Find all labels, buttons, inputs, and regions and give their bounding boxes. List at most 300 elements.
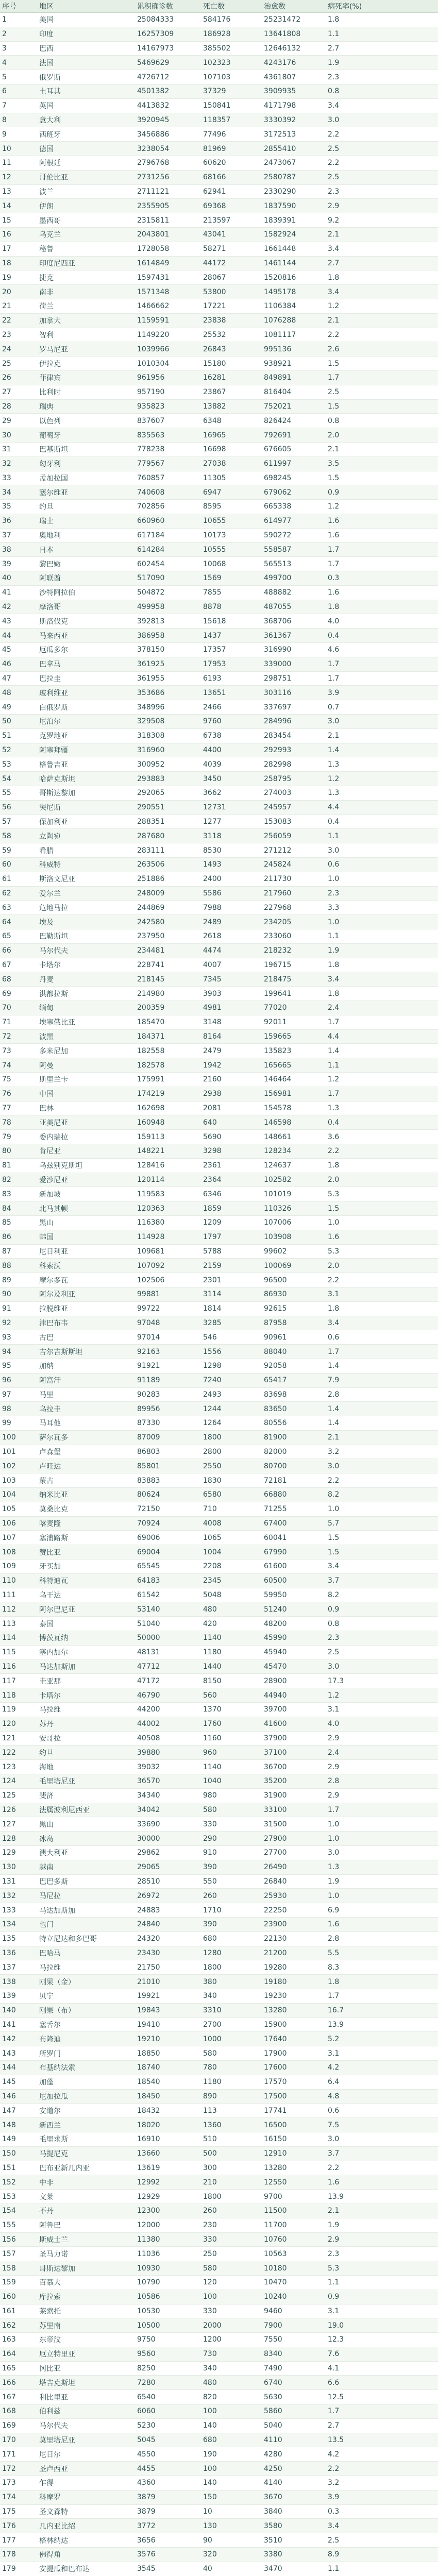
row-index: 103	[0, 1473, 37, 1488]
recovered-count: 36700	[262, 1760, 326, 1774]
fatality-rate: 2.5	[326, 1645, 438, 1659]
row-index: 163	[0, 2333, 37, 2347]
region-name: 巴布亚新几内亚	[37, 2161, 135, 2175]
recovered-count: 849891	[262, 370, 326, 385]
fatality-rate: 1.8	[326, 1158, 438, 1173]
fatality-rate: 2.2	[326, 2462, 438, 2476]
recovered-count: 41600	[262, 1717, 326, 1731]
death-count: 6738	[201, 728, 262, 743]
confirmed-count: 4455	[135, 2462, 201, 2476]
table-row	[0, 2361, 438, 2376]
fatality-rate: 1.2	[326, 1688, 438, 1703]
confirmed-count: 119583	[135, 1187, 201, 1201]
table-row	[0, 1617, 438, 1631]
confirmed-count: 65545	[135, 1560, 201, 1574]
confirmed-count: 935823	[135, 399, 201, 414]
row-index: 142	[0, 2032, 37, 2046]
death-count: 210	[201, 2175, 262, 2190]
recovered-count: 100069	[262, 1259, 326, 1273]
recovered-count: 33100	[262, 1803, 326, 1817]
confirmed-count: 29065	[135, 1860, 201, 1874]
row-index: 112	[0, 1602, 37, 1617]
fatality-rate: 1.1	[326, 2562, 438, 2576]
table-row	[0, 1573, 438, 1588]
recovered-count: 96500	[262, 1273, 326, 1287]
table-row	[0, 815, 438, 829]
row-index: 153	[0, 2190, 37, 2204]
row-index: 53	[0, 757, 37, 772]
confirmed-count: 1614849	[135, 256, 201, 270]
recovered-count: 31500	[262, 1817, 326, 1832]
region-name: 奥地利	[37, 528, 135, 543]
row-index: 122	[0, 1745, 37, 1760]
region-name: 德国	[37, 142, 135, 156]
death-count: 3118	[201, 829, 262, 843]
row-index: 116	[0, 1659, 37, 1674]
region-name: 缅甸	[37, 1001, 135, 1015]
fatality-rate: 2.8	[326, 1931, 438, 1946]
region-name: 哈萨克斯坦	[37, 772, 135, 786]
death-count: 10655	[201, 514, 262, 528]
death-count: 2400	[201, 872, 262, 886]
table-row	[0, 442, 438, 456]
fatality-rate: 1.0	[326, 1215, 438, 1230]
death-count: 1830	[201, 1473, 262, 1488]
fatality-rate: 0.4	[326, 629, 438, 643]
death-count: 330	[201, 2304, 262, 2318]
table-row	[0, 270, 438, 285]
death-count: 15618	[201, 614, 262, 629]
row-index: 60	[0, 858, 37, 872]
region-name: 越南	[37, 1860, 135, 1874]
death-count: 69368	[201, 199, 262, 213]
table-row	[0, 800, 438, 815]
death-count: 16965	[201, 428, 262, 443]
recovered-count: 148661	[262, 1130, 326, 1144]
row-index: 97	[0, 1387, 37, 1402]
confirmed-count: 148221	[135, 1144, 201, 1158]
recovered-count: 3330392	[262, 113, 326, 127]
confirmed-count: 779567	[135, 456, 201, 471]
confirmed-count: 34042	[135, 1803, 201, 1817]
table-row	[0, 2104, 438, 2118]
recovered-count: 2330290	[262, 184, 326, 199]
death-count: 6348	[201, 414, 262, 428]
row-index: 65	[0, 929, 37, 944]
region-name: 孟加拉国	[37, 471, 135, 485]
table-row	[0, 113, 438, 127]
recovered-count: 82000	[262, 1445, 326, 1459]
table-row	[0, 500, 438, 514]
confirmed-count: 159113	[135, 1130, 201, 1144]
row-index: 170	[0, 2433, 37, 2447]
fatality-rate: 3.7	[326, 2146, 438, 2161]
region-name: 百慕大	[37, 2275, 135, 2290]
recovered-count: 233060	[262, 929, 326, 944]
region-name: 印度	[37, 27, 135, 41]
table-row	[0, 728, 438, 743]
recovered-count: 65417	[262, 1373, 326, 1387]
recovered-count: 146464	[262, 1072, 326, 1087]
death-count: 102323	[201, 56, 262, 70]
table-row	[0, 13, 438, 27]
confirmed-count: 18450	[135, 2089, 201, 2104]
region-name: 比利时	[37, 385, 135, 399]
recovered-count: 39700	[262, 1703, 326, 1717]
death-count: 12731	[201, 800, 262, 815]
confirmed-count: 4413832	[135, 98, 201, 113]
death-count: 6193	[201, 671, 262, 686]
death-count: 8530	[201, 843, 262, 858]
fatality-rate: 1.1	[326, 2275, 438, 2290]
death-count: 10068	[201, 557, 262, 571]
confirmed-count: 3576	[135, 2548, 201, 2562]
table-row	[0, 98, 438, 113]
death-count: 980	[201, 1788, 262, 1803]
table-row	[0, 700, 438, 715]
region-name: 以色列	[37, 414, 135, 428]
row-index: 109	[0, 1560, 37, 1574]
row-index: 36	[0, 514, 37, 528]
death-count: 60620	[201, 156, 262, 170]
fatality-rate: 19.0	[326, 2318, 438, 2333]
region-name: 秘鲁	[37, 242, 135, 256]
recovered-count: 1495178	[262, 285, 326, 299]
fatality-rate: 0.6	[326, 1330, 438, 1345]
fatality-rate: 2.1	[326, 2204, 438, 2218]
table-row	[0, 1144, 438, 1158]
table-row	[0, 1803, 438, 1817]
death-count: 23838	[201, 313, 262, 328]
recovered-count: 1081117	[262, 328, 326, 342]
recovered-count: 199641	[262, 987, 326, 1001]
table-row	[0, 2548, 438, 2562]
confirmed-count: 19921	[135, 1989, 201, 2003]
confirmed-count: 9560	[135, 2347, 201, 2361]
death-count: 150	[201, 2490, 262, 2504]
column-header-recovered: 治愈数	[262, 0, 326, 13]
death-count: 1556	[201, 1345, 262, 1359]
fatality-rate: 1.0	[326, 1889, 438, 1903]
table-row	[0, 1273, 438, 1287]
row-index: 23	[0, 328, 37, 342]
death-count: 340	[201, 1989, 262, 2003]
fatality-rate: 2.9	[326, 1788, 438, 1803]
fatality-rate: 2.2	[326, 127, 438, 142]
region-name: 苏里南	[37, 2318, 135, 2333]
table-row	[0, 1330, 438, 1345]
recovered-count: 1106384	[262, 299, 326, 313]
fatality-rate: 3.0	[326, 715, 438, 729]
fatality-rate: 1.2	[326, 500, 438, 514]
recovered-count: 16500	[262, 2118, 326, 2132]
recovered-count: 826424	[262, 414, 326, 428]
region-name: 埃塞俄比亚	[37, 1015, 135, 1029]
region-name: 危地马拉	[37, 901, 135, 915]
fatality-rate: 0.6	[326, 2104, 438, 2118]
death-count: 1244	[201, 1402, 262, 1416]
confirmed-count: 2355905	[135, 199, 201, 213]
death-count: 584176	[201, 13, 262, 27]
recovered-count: 995136	[262, 342, 326, 357]
table-row	[0, 1029, 438, 1044]
recovered-count: 558587	[262, 543, 326, 557]
death-count: 53800	[201, 285, 262, 299]
table-row	[0, 1531, 438, 1545]
confirmed-count: 107092	[135, 1259, 201, 1273]
fatality-rate: 1.7	[326, 1803, 438, 1817]
confirmed-count: 18540	[135, 2075, 201, 2089]
region-name: 马尔代夫	[37, 2418, 135, 2433]
death-count: 140	[201, 2476, 262, 2490]
region-name: 伯利兹	[37, 2404, 135, 2419]
table-row	[0, 1946, 438, 1960]
recovered-count: 1461144	[262, 256, 326, 270]
recovered-count: 25231472	[262, 13, 326, 27]
row-index: 52	[0, 743, 37, 757]
table-row	[0, 2333, 438, 2347]
row-index: 74	[0, 1058, 37, 1073]
fatality-rate: 2.2	[326, 2161, 438, 2175]
table-row	[0, 629, 438, 643]
recovered-count: 303116	[262, 686, 326, 700]
fatality-rate: 2.8	[326, 1387, 438, 1402]
fatality-rate: 5.3	[326, 1244, 438, 1259]
fatality-rate: 1.8	[326, 987, 438, 1001]
death-count: 3903	[201, 987, 262, 1001]
table-body	[0, 13, 438, 2576]
region-name: 塔吉克斯坦	[37, 2376, 135, 2390]
region-name: 俄罗斯	[37, 70, 135, 84]
confirmed-count: 91921	[135, 1359, 201, 1373]
fatality-rate: 1.7	[326, 543, 438, 557]
recovered-count: 87958	[262, 1316, 326, 1330]
recovered-count: 77020	[262, 1001, 326, 1015]
death-count: 546	[201, 1330, 262, 1345]
death-count: 25532	[201, 328, 262, 342]
confirmed-count: 30000	[135, 1832, 201, 1846]
fatality-rate: 3.2	[326, 2476, 438, 2490]
table-row	[0, 456, 438, 471]
confirmed-count: 40508	[135, 1731, 201, 1745]
row-index: 11	[0, 156, 37, 170]
fatality-rate: 2.7	[326, 256, 438, 270]
region-name: 马达加斯加	[37, 1903, 135, 1918]
fatality-rate: 2.5	[326, 142, 438, 156]
fatality-rate: 0.8	[326, 1617, 438, 1631]
region-name: 多米尼加	[37, 1044, 135, 1058]
row-index: 3	[0, 41, 37, 56]
row-index: 37	[0, 528, 37, 543]
fatality-rate: 0.8	[326, 414, 438, 428]
row-index: 10	[0, 142, 37, 156]
death-count: 26843	[201, 342, 262, 357]
region-name: 东帝汶	[37, 2333, 135, 2347]
death-count: 190	[201, 2447, 262, 2462]
death-count: 4039	[201, 757, 262, 772]
row-index: 9	[0, 127, 37, 142]
row-index: 141	[0, 2018, 37, 2032]
confirmed-count: 48131	[135, 1645, 201, 1659]
row-index: 30	[0, 428, 37, 443]
region-name: 葡萄牙	[37, 428, 135, 443]
table-row	[0, 2247, 438, 2261]
row-index: 92	[0, 1316, 37, 1330]
row-index: 49	[0, 700, 37, 715]
region-name: 阿根廷	[37, 156, 135, 170]
death-count: 130	[201, 2519, 262, 2533]
recovered-count: 4171798	[262, 98, 326, 113]
row-index: 132	[0, 1889, 37, 1903]
recovered-count: 45940	[262, 1645, 326, 1659]
death-count: 10	[201, 2504, 262, 2519]
death-count: 8150	[201, 1674, 262, 1688]
recovered-count: 90961	[262, 1330, 326, 1345]
death-count: 380	[201, 1975, 262, 1989]
region-name: 加蓬	[37, 2075, 135, 2089]
confirmed-count: 660960	[135, 514, 201, 528]
recovered-count: 4280	[262, 2447, 326, 2462]
confirmed-count: 392813	[135, 614, 201, 629]
region-name: 西班牙	[37, 127, 135, 142]
death-count: 6580	[201, 1488, 262, 1502]
region-name: 肯尼亚	[37, 1144, 135, 1158]
region-name: 马尼拉	[37, 1889, 135, 1903]
table-row	[0, 929, 438, 944]
recovered-count: 816404	[262, 385, 326, 399]
fatality-rate: 1.5	[326, 357, 438, 371]
death-count: 1004	[201, 1545, 262, 1560]
recovered-count: 752021	[262, 399, 326, 414]
recovered-count: 8340	[262, 2347, 326, 2361]
recovered-count: 245957	[262, 800, 326, 815]
region-name: 特立尼达和多巴哥	[37, 1931, 135, 1946]
row-index: 120	[0, 1717, 37, 1731]
table-row	[0, 1215, 438, 1230]
confirmed-count: 64183	[135, 1573, 201, 1588]
table-row	[0, 156, 438, 170]
row-index: 7	[0, 98, 37, 113]
fatality-rate: 1.8	[326, 1301, 438, 1316]
confirmed-count: 26972	[135, 1889, 201, 1903]
table-row	[0, 41, 438, 56]
fatality-rate: 7.5	[326, 2118, 438, 2132]
fatality-rate: 5.3	[326, 2261, 438, 2276]
confirmed-count: 1597431	[135, 270, 201, 285]
region-name: 卢森堡	[37, 1445, 135, 1459]
fatality-rate: 3.3	[326, 901, 438, 915]
region-name: 爱尔兰	[37, 886, 135, 901]
row-index: 18	[0, 256, 37, 270]
row-index: 168	[0, 2404, 37, 2419]
confirmed-count: 80624	[135, 1488, 201, 1502]
region-name: 津巴布韦	[37, 1316, 135, 1330]
recovered-count: 298751	[262, 671, 326, 686]
row-index: 107	[0, 1531, 37, 1545]
row-index: 35	[0, 500, 37, 514]
recovered-count: 22250	[262, 1903, 326, 1918]
confirmed-count: 957190	[135, 385, 201, 399]
fatality-rate: 1.8	[326, 1975, 438, 1989]
confirmed-count: 24883	[135, 1903, 201, 1918]
death-count: 1298	[201, 1359, 262, 1373]
confirmed-count: 1571348	[135, 285, 201, 299]
row-index: 162	[0, 2318, 37, 2333]
fatality-rate: 2.0	[326, 1259, 438, 1273]
recovered-count: 4243176	[262, 56, 326, 70]
region-name: 牙买加	[37, 1560, 135, 1574]
confirmed-count: 12929	[135, 2190, 201, 2204]
confirmed-count: 3772	[135, 2519, 201, 2533]
death-count: 390	[201, 1917, 262, 1931]
region-name: 巴拉圭	[37, 671, 135, 686]
confirmed-count: 248009	[135, 886, 201, 901]
recovered-count: 7900	[262, 2318, 326, 2333]
recovered-count: 19230	[262, 1989, 326, 2003]
table-row	[0, 943, 438, 958]
region-name: 瑞士	[37, 514, 135, 528]
confirmed-count: 837607	[135, 414, 201, 428]
death-count: 680	[201, 2433, 262, 2447]
fatality-rate: 2.2	[326, 328, 438, 342]
death-count: 1360	[201, 2118, 262, 2132]
fatality-rate: 2.0	[326, 1173, 438, 1187]
confirmed-count: 18020	[135, 2118, 201, 2132]
recovered-count: 9460	[262, 2304, 326, 2318]
row-index: 150	[0, 2146, 37, 2161]
fatality-rate: 2.7	[326, 41, 438, 56]
table-row	[0, 1473, 438, 1488]
table-row	[0, 27, 438, 41]
recovered-count: 1582924	[262, 227, 326, 242]
row-index: 158	[0, 2261, 37, 2276]
death-count: 2345	[201, 1573, 262, 1588]
death-count: 40	[201, 2562, 262, 2576]
recovered-count: 6740	[262, 2376, 326, 2390]
region-name: 摩洛哥	[37, 600, 135, 614]
recovered-count: 274003	[262, 786, 326, 801]
recovered-count: 2580787	[262, 170, 326, 184]
row-index: 172	[0, 2462, 37, 2476]
recovered-count: 21200	[262, 1946, 326, 1960]
region-name: 喀麦隆	[37, 1516, 135, 1531]
confirmed-count: 2796768	[135, 156, 201, 170]
table-row	[0, 1674, 438, 1688]
region-name: 圭亚那	[37, 1674, 135, 1688]
death-count: 7988	[201, 901, 262, 915]
death-count: 4474	[201, 943, 262, 958]
death-count: 37329	[201, 84, 262, 98]
confirmed-count: 617184	[135, 528, 201, 543]
region-name: 毛里求斯	[37, 2132, 135, 2146]
fatality-rate: 2.2	[326, 156, 438, 170]
confirmed-count: 12300	[135, 2204, 201, 2218]
region-name: 科摩罗	[37, 2490, 135, 2504]
region-name: 中非	[37, 2175, 135, 2190]
death-count: 340	[201, 2361, 262, 2376]
region-name: 圣卢西亚	[37, 2462, 135, 2476]
region-name: 毛里塔尼亚	[37, 1774, 135, 1789]
region-name: 白俄罗斯	[37, 700, 135, 715]
table-row	[0, 142, 438, 156]
death-count: 1797	[201, 1230, 262, 1244]
row-index: 159	[0, 2275, 37, 2290]
region-name: 卡塔尔	[37, 958, 135, 972]
death-count: 13651	[201, 686, 262, 700]
fatality-rate: 1.0	[326, 872, 438, 886]
table-row	[0, 2261, 438, 2276]
confirmed-count: 3456886	[135, 127, 201, 142]
